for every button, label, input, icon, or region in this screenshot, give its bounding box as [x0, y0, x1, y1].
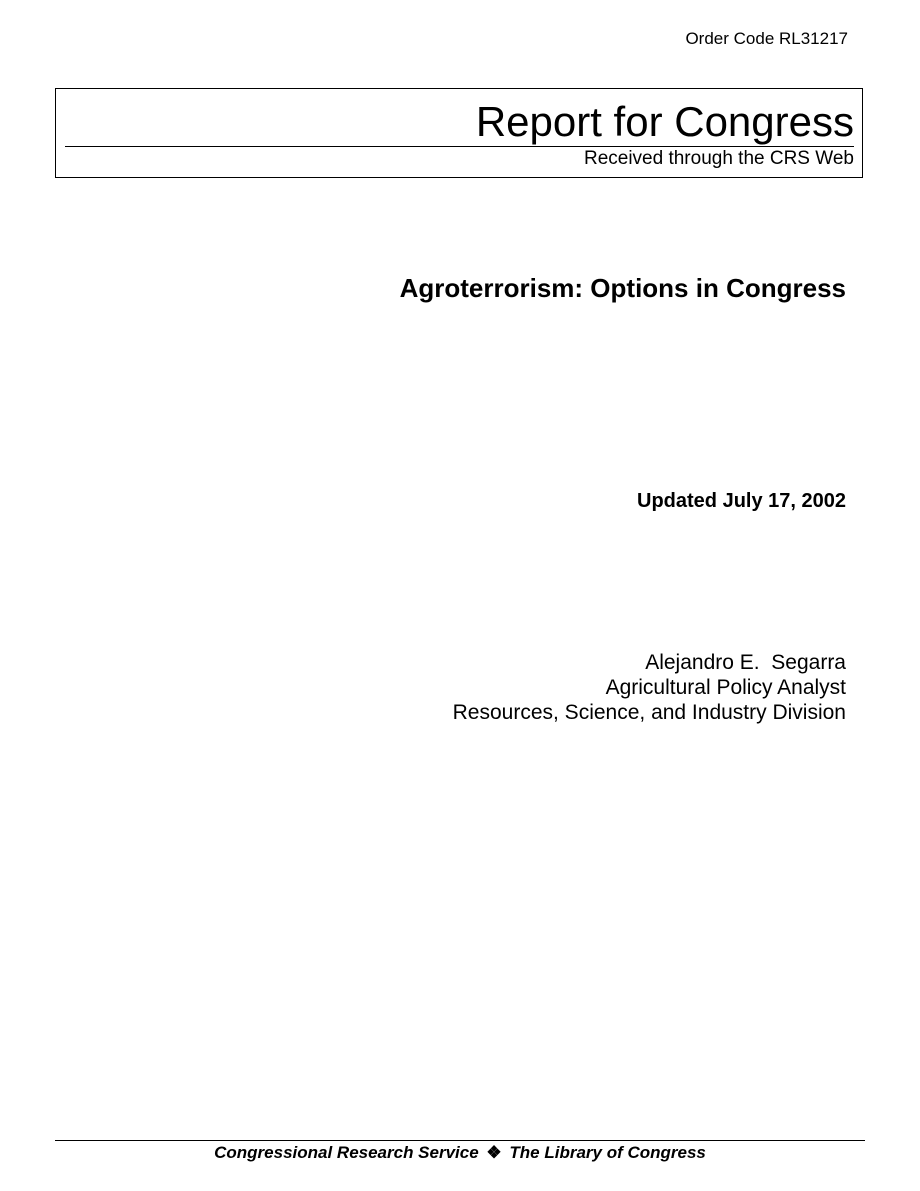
updated-date: Updated July 17, 2002: [637, 490, 846, 512]
order-code: Order Code RL31217: [685, 29, 848, 48]
header-divider: [65, 146, 854, 147]
report-header-subtitle: Received through the CRS Web: [583, 148, 854, 169]
footer-library: The Library of Congress: [509, 1143, 706, 1162]
author-name: Alejandro E. Segarra: [645, 651, 846, 674]
diamond-separator-icon: ❖: [486, 1143, 502, 1162]
footer-divider: [55, 1140, 865, 1141]
author-division: Resources, Science, and Industry Division: [452, 701, 846, 724]
author-block: [453, 650, 846, 725]
author-position: Agricultural Policy Analyst: [605, 676, 846, 699]
footer-crs: Congressional Research Service: [214, 1143, 479, 1162]
report-header-box: [55, 88, 863, 178]
footer: [55, 1142, 865, 1164]
report-title: Agroterrorism: Options in Congress: [399, 273, 846, 303]
report-header-title: Report for Congress: [475, 98, 854, 145]
